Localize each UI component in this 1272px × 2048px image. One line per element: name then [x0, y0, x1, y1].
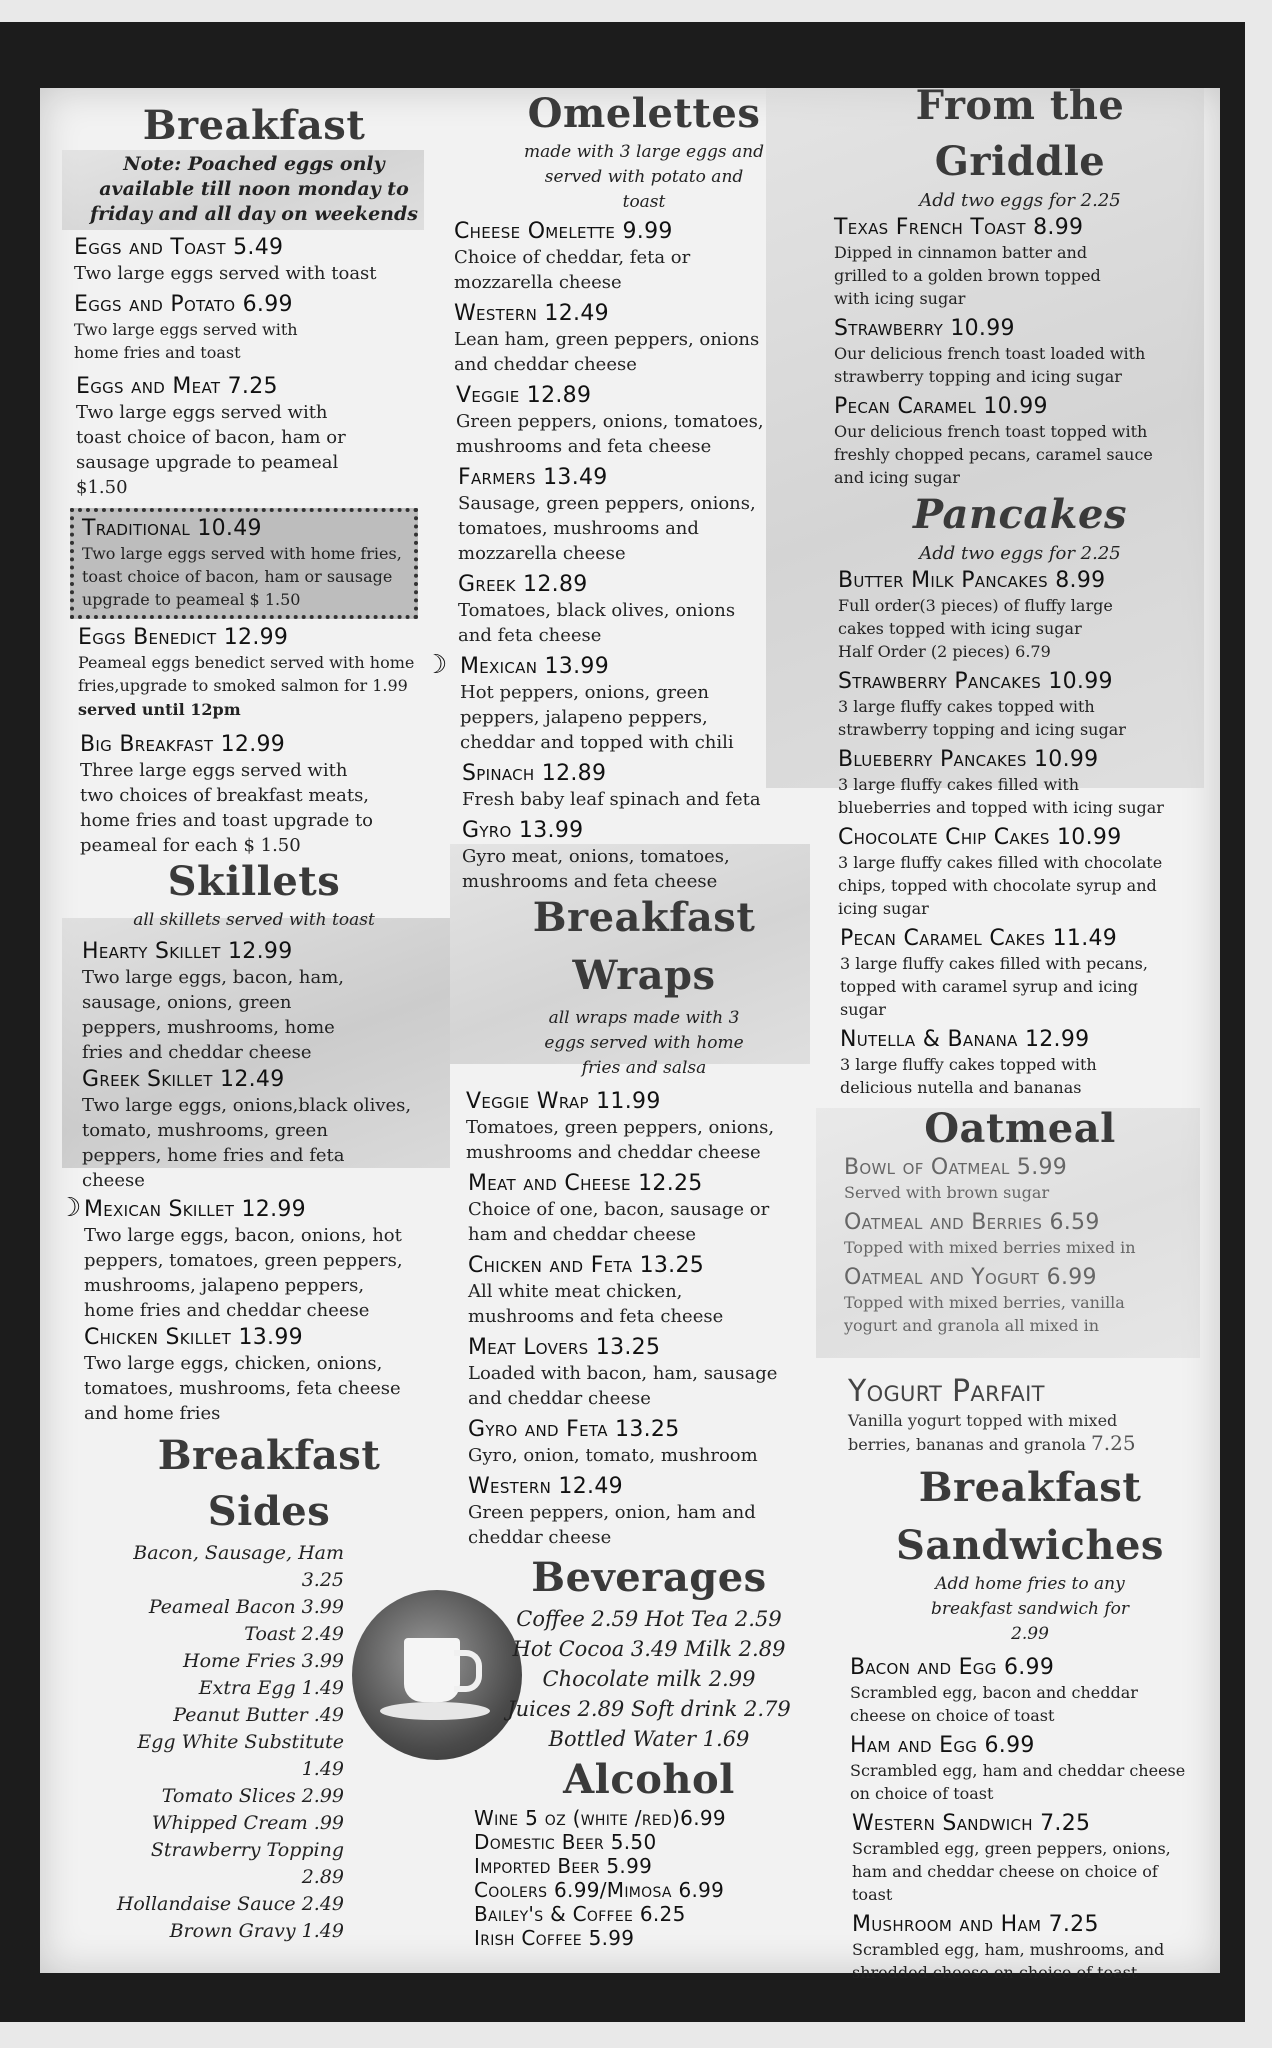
- menu-item: [58, 1193, 444, 1323]
- item-name: Veggie 12.89: [456, 383, 592, 408]
- item-name: Eggs and Potato 6.99: [74, 292, 293, 317]
- item-desc: Two large eggs served with toast choice of bacon, ham or sausage upgrade to peameal $1.50: [76, 402, 346, 498]
- menu-item: [64, 732, 444, 858]
- item-desc: Dipped in cinnamon batter and grilled to a golden brown topped with icing sugar: [834, 243, 1101, 308]
- menu-item: [454, 465, 834, 566]
- alcohol-item: Irish Coffee 5.99: [474, 1926, 635, 1950]
- menu-item: [454, 572, 834, 648]
- menu-item: [64, 1325, 444, 1426]
- item-name: Cheese Omelette 9.99: [454, 219, 673, 244]
- sandwiches-note: Add home fries to any breakfast sandwich for 2.99: [930, 1574, 1130, 1644]
- item-name: Bowl of Oatmeal 5.99: [844, 1155, 1068, 1180]
- side-item: Tomato Slices 2.99: [161, 1785, 344, 1807]
- menu-item: [830, 394, 1210, 489]
- menu-item: [424, 650, 834, 755]
- item-desc: Gyro meat, onions, tomatoes, mushrooms and feta cheese: [462, 846, 730, 892]
- side-item: Egg White Substitute 1.49: [137, 1731, 344, 1780]
- menu-item: [64, 939, 444, 1065]
- item-name: Gyro 13.99: [462, 818, 584, 843]
- item-name: Greek Skillet 12.49: [82, 1067, 285, 1092]
- item-desc: Green peppers, onions, tomatoes, mushrooms and feta cheese: [456, 411, 764, 457]
- side-item: Peameal Bacon 3.99: [148, 1596, 344, 1618]
- menu-item: [830, 1155, 1210, 1204]
- item-name: Western 12.49: [454, 301, 609, 326]
- item-desc: 3 large fluffy cakes filled with pecans, topped with caramel syrup and icing sugar: [840, 954, 1148, 1019]
- item-desc: 3 large fluffy cakes filled with chocolate chips, topped with chocolate syrup and icing sugar: [838, 853, 1163, 918]
- item-desc: Two large eggs, bacon, ham, sausage, onions, green peppers, mushrooms, home fries and cheddar cheese: [82, 967, 345, 1063]
- wraps-title-1: Breakfast: [532, 894, 756, 941]
- sandwiches-title-1: Breakfast: [918, 1464, 1142, 1511]
- omelettes-note: made with 3 large eggs and served with potato and toast: [524, 142, 764, 212]
- item-desc: All white meat chicken, mushrooms and feta cheese: [468, 1281, 724, 1327]
- menu-item: [830, 747, 1210, 819]
- item-name: Spinach 12.89: [462, 761, 607, 786]
- item-desc: Scrambled egg, green peppers, onions, ham and cheddar cheese on choice of toast: [852, 1839, 1171, 1904]
- breakfast-title: Breakfast: [142, 102, 366, 149]
- menu-item: [830, 926, 1210, 1021]
- menu-item-featured: [70, 508, 418, 619]
- menu-item: [454, 818, 834, 894]
- item-desc: Two large eggs, chicken, onions, tomatoes, mushrooms, feta cheese and home fries: [84, 1353, 401, 1424]
- item-name: Farmers 13.49: [458, 465, 608, 490]
- item-desc: Two large eggs served with home fries and toast: [74, 320, 298, 362]
- menu-item: [830, 215, 1210, 310]
- menu-item: [454, 1417, 834, 1468]
- item-desc: Topped with mixed berries mixed in: [844, 1238, 1136, 1257]
- menu-item: [830, 1265, 1210, 1337]
- crescent-moon-icon: ☽: [424, 650, 448, 680]
- item-name: Greek 12.89: [458, 572, 588, 597]
- item-name: Hearty Skillet 12.99: [82, 939, 293, 964]
- side-item: Strawberry Topping 2.89: [150, 1839, 344, 1888]
- sides-title-2: Sides: [207, 1488, 331, 1535]
- item-name: Chicken and Feta 13.25: [468, 1253, 705, 1278]
- menu-item: [454, 1474, 834, 1550]
- pancakes-note: Add two eggs for 2.25: [919, 543, 1121, 564]
- item-name: Nutella & Banana 12.99: [840, 1027, 1090, 1052]
- alcohol-item: Domestic Beer 5.50: [474, 1830, 657, 1854]
- item-name: Chicken Skillet 13.99: [84, 1325, 303, 1350]
- side-item: Bacon, Sausage, Ham 3.25: [133, 1542, 344, 1591]
- side-item: Brown Gravy 1.49: [169, 1920, 344, 1942]
- item-desc: Two large eggs served with toast: [74, 263, 377, 284]
- sides-title-1: Breakfast: [157, 1432, 381, 1479]
- menu-item: [830, 1912, 1210, 1984]
- side-item: Hollandaise Sauce 2.49: [116, 1893, 344, 1915]
- item-name: Veggie Wrap 11.99: [466, 1089, 661, 1114]
- side-item: Home Fries 3.99: [183, 1650, 344, 1672]
- parfait-price: 7.25: [1091, 1431, 1136, 1455]
- item-name: Western Sandwich 7.25: [852, 1811, 1091, 1836]
- parfait-desc: [848, 1409, 1148, 1456]
- item-extra: served until 12pm: [78, 700, 241, 719]
- item-desc: Three large eggs served with two choices of breakfast meats, home fries and toast upgrade to peameal for each $ 1.50: [80, 760, 374, 856]
- menu-item: [830, 1027, 1210, 1099]
- menu-paper: [40, 82, 1220, 1982]
- item-extra: Half Order (2 pieces) 6.79: [838, 642, 1051, 661]
- item-desc: Two large eggs, onions,black olives, tomato, mushrooms, green peppers, home fries and feta cheese: [82, 1095, 412, 1191]
- parfait-name: Yogurt Parfait: [848, 1374, 1045, 1409]
- item-name: Blueberry Pancakes 10.99: [838, 747, 1099, 772]
- griddle-title-1: From the: [915, 82, 1125, 129]
- item-name: Mushroom and Ham 7.25: [852, 1912, 1099, 1937]
- item-desc: Green peppers, onion, ham and cheddar cheese: [468, 1502, 756, 1548]
- item-name: Pecan Caramel 10.99: [834, 394, 1048, 419]
- menu-item: [830, 1210, 1210, 1259]
- beverage-line: Juices 2.89 Soft drink 2.79: [507, 1697, 791, 1721]
- item-desc: Full order(3 pieces) of fluffy large cakes topped with icing sugar: [838, 596, 1113, 638]
- item-name: Chocolate Chip Cakes 10.99: [838, 825, 1122, 850]
- menu-item: [830, 669, 1210, 741]
- item-desc: Served with brown sugar: [844, 1183, 1050, 1202]
- item-name: Eggs Benedict 12.99: [78, 625, 289, 650]
- side-item: Peanut Butter .49: [173, 1704, 344, 1726]
- skillets-title: Skillets: [167, 858, 341, 905]
- griddle-note: Add two eggs for 2.25: [919, 190, 1121, 211]
- item-name: Ham and Egg 6.99: [850, 1733, 1035, 1758]
- beverages-list: [454, 1604, 834, 1754]
- menu-item: [64, 374, 444, 500]
- item-desc: Lean ham, green peppers, onions and cheddar cheese: [454, 329, 760, 375]
- menu-item: [454, 1089, 834, 1165]
- item-desc: Gyro, onion, tomato, mushroom: [468, 1445, 758, 1466]
- menu-item: [454, 1171, 834, 1247]
- side-item: Whipped Cream .99: [151, 1812, 344, 1834]
- pancakes-title: Pancakes: [913, 491, 1127, 538]
- item-desc: Topped with mixed berries, vanilla yogurt and granola all mixed in: [844, 1293, 1125, 1335]
- item-desc: Choice of cheddar, feta or mozzarella cheese: [454, 247, 691, 293]
- menu-item: [454, 301, 834, 377]
- item-name: Traditional 10.49: [82, 516, 262, 541]
- column-middle: [424, 88, 834, 1950]
- beverage-line: Chocolate milk 2.99: [542, 1667, 756, 1691]
- side-item: Toast 2.49: [244, 1623, 344, 1645]
- item-name: Oatmeal and Berries 6.59: [844, 1210, 1100, 1235]
- item-name: Texas French Toast 8.99: [834, 215, 1084, 240]
- menu-item: [830, 1733, 1210, 1805]
- oatmeal-title: Oatmeal: [924, 1105, 1116, 1152]
- item-desc: Two large eggs served with home fries, toast choice of bacon, ham or sausage upgrade to peameal $ 1.50: [82, 544, 402, 609]
- item-name: Meat and Cheese 12.25: [468, 1171, 703, 1196]
- item-desc: Peameal eggs benedict served with home fries,upgrade to smoked salmon for 1.99: [78, 653, 415, 695]
- item-name: Butter Milk Pancakes 8.99: [838, 568, 1106, 593]
- item-name: Strawberry Pancakes 10.99: [838, 669, 1113, 694]
- parfait-desc-text: Vanilla yogurt topped with mixed berries, bananas and granola: [848, 1411, 1118, 1454]
- item-desc: Sausage, green peppers, onions, tomatoes, mushrooms and mozzarella cheese: [458, 493, 756, 564]
- column-right: [830, 82, 1210, 1984]
- item-desc: Fresh baby leaf spinach and feta: [462, 789, 761, 810]
- item-name: Mexican 13.99: [460, 654, 609, 679]
- menu-item: [830, 568, 1210, 663]
- menu-item: [830, 825, 1210, 920]
- item-desc: 3 large fluffy cakes filled with blueberries and topped with icing sugar: [838, 775, 1164, 817]
- griddle-title-2: Griddle: [934, 138, 1106, 185]
- item-name: Oatmeal and Yogurt 6.99: [844, 1265, 1097, 1290]
- sandwiches-title-2: Sandwiches: [896, 1522, 1164, 1569]
- item-desc: Scrambled egg, ham and cheddar cheese on choice of toast: [850, 1761, 1186, 1803]
- alcohol-item: Bailey's & Coffee 6.25: [474, 1902, 686, 1926]
- alcohol-list: [454, 1806, 834, 1950]
- skillets-note: all skillets served with toast: [133, 910, 375, 930]
- menu-item: [64, 235, 444, 286]
- alcohol-title: Alcohol: [563, 1756, 735, 1803]
- menu-item: [64, 1067, 444, 1193]
- item-desc: Our delicious french toast loaded with strawberry topping and icing sugar: [834, 344, 1146, 386]
- menu-item: [454, 383, 834, 459]
- menu-item: [830, 1655, 1210, 1727]
- beverage-line: Coffee 2.59 Hot Tea 2.59: [516, 1607, 782, 1631]
- item-name: Bacon and Egg 6.99: [850, 1655, 1055, 1680]
- item-desc: Two large eggs, bacon, onions, hot peppers, tomatoes, green peppers, mushrooms, jalapeno peppers, home fries and cheddar cheese: [84, 1225, 403, 1321]
- wraps-note: all wraps made with 3 eggs served with home fries and salsa: [544, 1008, 744, 1078]
- beverage-line: Bottled Water 1.69: [548, 1727, 750, 1751]
- breakfast-note: Note: Poached eggs only available till noon monday to friday and all day on weekends: [90, 153, 418, 225]
- menu-item: [454, 1253, 834, 1329]
- item-name: Eggs and Meat 7.25: [76, 374, 278, 399]
- omelettes-title: Omelettes: [527, 90, 761, 137]
- wraps-title-2: Wraps: [572, 952, 716, 999]
- item-desc: Choice of one, bacon, sausage or ham and cheddar cheese: [468, 1199, 770, 1245]
- item-name: Meat Lovers 13.25: [468, 1335, 661, 1360]
- menu-item: [454, 761, 834, 812]
- crescent-moon-icon: ☽: [58, 1193, 82, 1223]
- item-desc: Tomatoes, green peppers, onions, mushrooms and cheddar cheese: [466, 1117, 775, 1163]
- item-desc: Our delicious french toast topped with freshly chopped pecans, caramel sauce and icing sugar: [834, 422, 1153, 487]
- alcohol-item: Wine 5 oz (white /red)6.99: [474, 1806, 726, 1830]
- beverages-title: Beverages: [531, 1554, 767, 1601]
- alcohol-item: Coolers 6.99/Mimosa 6.99: [474, 1878, 725, 1902]
- item-desc: Tomatoes, black olives, onions and feta cheese: [458, 600, 736, 646]
- item-name: Mexican Skillet 12.99: [84, 1197, 306, 1222]
- item-name: Strawberry 10.99: [834, 316, 1015, 341]
- item-name: Eggs and Toast 5.49: [74, 235, 284, 260]
- menu-item: [454, 1335, 834, 1411]
- item-desc: 3 large fluffy cakes topped with delicious nutella and bananas: [840, 1055, 1097, 1097]
- menu-item: [64, 292, 444, 364]
- item-name: Pecan Caramel Cakes 11.49: [840, 926, 1118, 951]
- item-name: Western 12.49: [468, 1474, 623, 1499]
- menu-item: [830, 316, 1210, 388]
- item-name: Gyro and Feta 13.25: [468, 1417, 680, 1442]
- alcohol-item: Imported Beer 5.99: [474, 1854, 653, 1878]
- item-desc: Scrambled egg, ham, mushrooms, and shredded cheese on choice of toast: [852, 1940, 1165, 1982]
- parfait-item: [830, 1375, 1210, 1456]
- menu-item: [64, 625, 444, 722]
- item-desc: 3 large fluffy cakes topped with strawberry topping and icing sugar: [838, 697, 1126, 739]
- beverage-line: Hot Cocoa 3.49 Milk 2.89: [512, 1637, 786, 1661]
- side-item: Extra Egg 1.49: [198, 1677, 344, 1699]
- item-desc: Hot peppers, onions, green peppers, jalapeno peppers, cheddar and topped with chili: [460, 682, 734, 753]
- item-desc: Loaded with bacon, ham, sausage and cheddar cheese: [468, 1363, 778, 1409]
- menu-item: [454, 219, 834, 295]
- item-desc: Scrambled egg, bacon and cheddar cheese on choice of toast: [850, 1683, 1138, 1725]
- sides-list: [64, 1540, 344, 1945]
- item-name: Big Breakfast 12.99: [80, 732, 286, 757]
- menu-item: [830, 1811, 1210, 1906]
